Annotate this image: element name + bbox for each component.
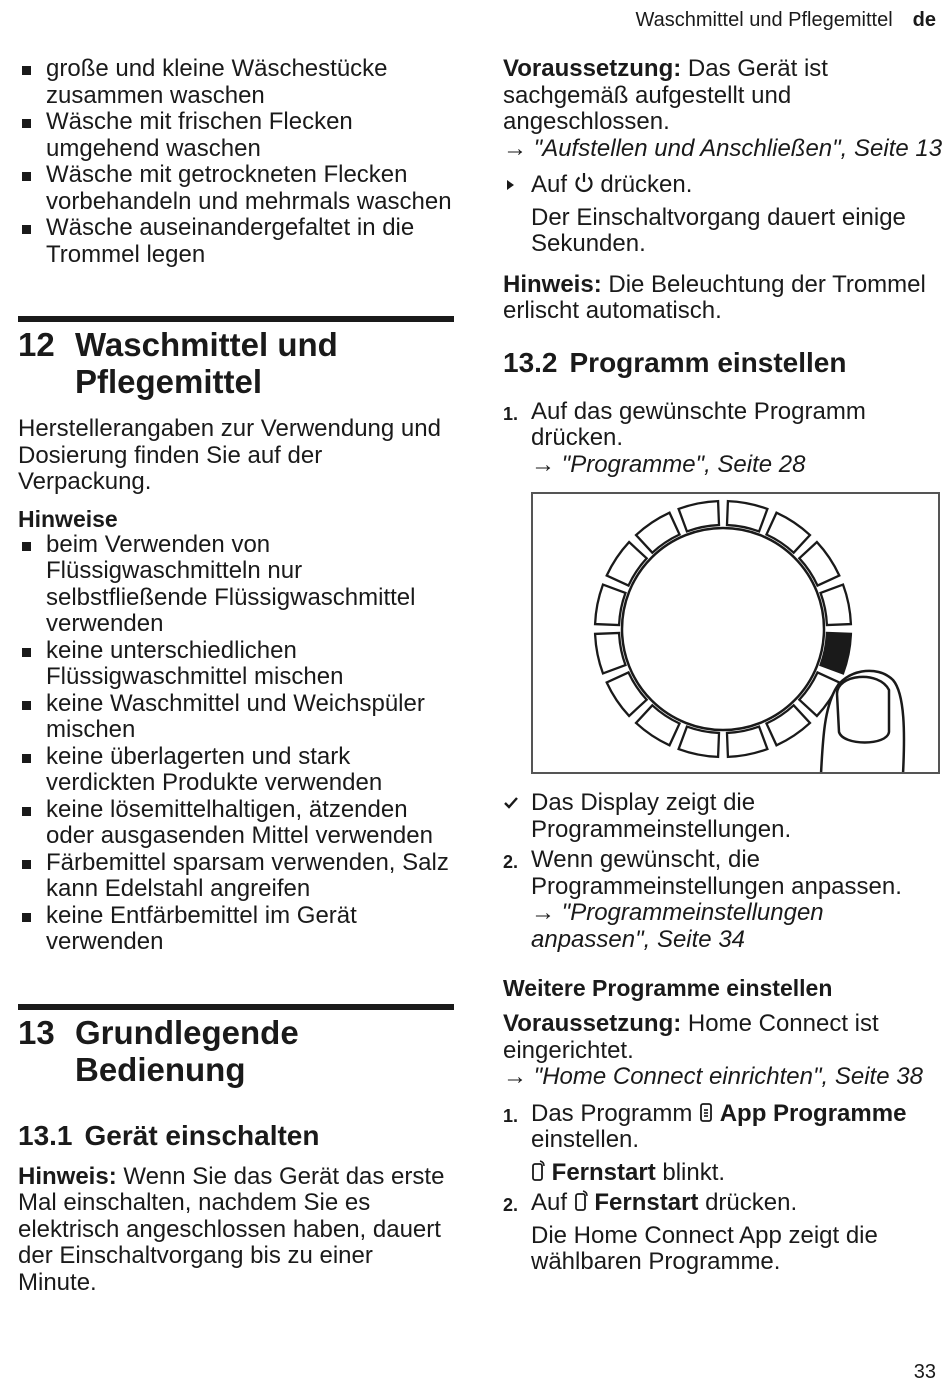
chapter-12-heading	[18, 316, 454, 400]
reference-text: "Programme", Seite 28	[561, 450, 806, 478]
step-app-1	[503, 1101, 943, 1187]
note-13-1	[18, 1164, 454, 1297]
step-text: Auf	[531, 171, 574, 198]
power-icon	[574, 172, 594, 194]
program-ring-svg	[533, 494, 938, 772]
reference-text: "Programmeinstellungen anpassen", Seite 34	[531, 899, 824, 953]
section-number: 13.2	[503, 346, 558, 378]
section-title: Gerät einschalten	[84, 1119, 320, 1151]
step-text: blinkt.	[655, 1158, 726, 1186]
step-result-display	[503, 790, 943, 843]
reference-link-homeconnect[interactable]	[503, 1064, 943, 1091]
chapter-12-intro: Herstellerangaben zur Verwendung und Dosierung finden Sie auf der Verpackung.	[18, 415, 441, 495]
step-number: 1.	[503, 403, 519, 424]
app-programme-icon	[699, 1101, 713, 1123]
fingernail	[837, 677, 889, 743]
list-item: keine Entfärbemittel im Gerät verwenden	[18, 903, 454, 956]
bullets-top	[18, 56, 454, 268]
step-app-2	[503, 1190, 943, 1276]
arrow-right-icon: →	[531, 899, 555, 926]
list-item: keine unterschiedlichen Flüssigwaschmittel mischen	[18, 638, 454, 691]
prerequisite-label: Voraussetzung:	[503, 55, 682, 82]
step-result: Der Einschaltvorgang dauert einige Sekunden.	[531, 203, 906, 257]
ring-segment	[595, 585, 625, 625]
instruction-triangle-icon	[507, 180, 514, 190]
section-number: 13.1	[18, 1119, 73, 1151]
chapter-13-heading	[18, 1004, 454, 1088]
hinweise-list	[18, 532, 454, 956]
step-2	[503, 847, 943, 953]
arrow-right-icon: →	[531, 450, 555, 478]
reference-text: "Aufstellen und Anschließen", Seite 13	[533, 134, 943, 162]
header-lang: de	[912, 9, 936, 31]
right-column	[503, 56, 943, 1276]
section-13-2-heading	[503, 347, 943, 379]
chapter-title: Waschmittel und Pflegemittel	[75, 326, 338, 400]
reference-link-setup[interactable]	[503, 136, 943, 163]
ring-segment-selected	[821, 633, 851, 673]
ring-segment	[679, 727, 719, 757]
step-text: Wenn gewünscht, die Programmeinstellungen anpassen.	[531, 846, 902, 900]
ring-segment	[679, 501, 719, 531]
arrow-right-icon: →	[503, 134, 527, 162]
chapter-number: 13	[18, 1013, 55, 1051]
page-header	[636, 6, 936, 34]
check-icon	[503, 796, 519, 810]
ring-segment	[727, 727, 767, 757]
left-column	[18, 56, 454, 1296]
step-number: 2.	[503, 852, 519, 872]
step-text: Auf	[531, 1189, 574, 1216]
prerequisite-1	[503, 56, 943, 136]
step-result: Das Display zeigt die Programmeinstellungen.	[531, 789, 792, 843]
prerequisite-text: Home Connect ist eingerichtet.	[503, 1010, 879, 1064]
hinweise-title: Hinweise	[18, 505, 118, 532]
list-item: Wäsche mit getrockneten Flecken vorbehandeln und mehrmals waschen	[18, 162, 454, 215]
list-item: keine Waschmittel und Weichspüler mischen	[18, 691, 454, 744]
step-text: Auf das gewünschte Programm drücken.	[531, 397, 866, 451]
note-label: Hinweis:	[18, 1162, 117, 1190]
chapter-number: 12	[18, 326, 55, 363]
step-text: Das Programm	[531, 1099, 700, 1127]
list-item: Färbemittel sparsam verwenden, Salz kann Edelstahl angreifen	[18, 850, 454, 903]
remote-start-icon	[531, 1160, 545, 1182]
step-text: drücken.	[593, 171, 693, 198]
ring-segment	[595, 633, 625, 673]
subsection-heading: Weitere Programme einstellen	[503, 975, 833, 1001]
remote-start-icon	[574, 1190, 588, 1212]
list-item: keine überlagerten und stark verdickten Produkte verwenden	[18, 744, 454, 797]
remote-start-label: Fernstart	[551, 1158, 656, 1186]
note-text: Wenn Sie das Gerät das erste Mal einschalten, nachdem Sie es elektrisch angeschlossen haben, dauert der Einschaltvorgang bis zu einer Minute.	[18, 1162, 445, 1296]
reference-text: "Home Connect einrichten", Seite 38	[533, 1063, 923, 1090]
section-title: Programm einstellen	[569, 346, 847, 378]
step-power-on	[503, 172, 943, 258]
prerequisite-2	[503, 1011, 943, 1064]
note-text: Die Beleuchtung der Trommel erlischt automatisch.	[503, 270, 926, 324]
step-result	[531, 1160, 943, 1187]
step-number: 2.	[503, 1195, 519, 1215]
step-text: einstellen.	[531, 1126, 640, 1153]
page-number: 33	[913, 1361, 936, 1383]
list-item: große und kleine Wäschestücke zusammen waschen	[18, 56, 454, 109]
prerequisite-text: Das Gerät ist sachgemäß aufgestellt und angeschlossen.	[503, 55, 828, 135]
note-lighting	[503, 272, 943, 325]
ring-segment	[727, 501, 767, 531]
header-section: Waschmittel und Pflegemittel	[635, 9, 893, 31]
remote-start-label: Fernstart	[594, 1189, 699, 1216]
list-item: beim Verwenden von Flüssigwaschmitteln nur selbstfließende Flüssigwaschmittel verwenden	[18, 532, 454, 638]
section-13-1-heading	[18, 1120, 454, 1152]
step-text: drücken.	[698, 1189, 798, 1216]
step-number: 1.	[503, 1105, 519, 1126]
arrow-right-icon: →	[503, 1063, 527, 1090]
list-item: keine lösemittelhaltigen, ätzenden oder ausgasenden Mittel verwenden	[18, 797, 454, 850]
list-item: Wäsche mit frischen Flecken umgehend waschen	[18, 109, 454, 162]
reference-link-settings[interactable]	[531, 900, 943, 953]
programme-name: App Programme	[719, 1099, 907, 1127]
note-label: Hinweis:	[503, 270, 602, 298]
program-ring-illustration	[531, 492, 940, 774]
step-result: Die Home Connect App zeigt die wählbaren Programme.	[531, 1221, 878, 1275]
ring-segment	[821, 585, 851, 625]
reference-link-programme[interactable]	[531, 452, 943, 479]
list-item: Wäsche auseinandergefaltet in die Trommel legen	[18, 215, 454, 268]
chapter-title: Grundlegende Bedienung	[75, 1013, 299, 1088]
prerequisite-label: Voraussetzung:	[503, 1010, 682, 1037]
step-1	[503, 399, 943, 479]
